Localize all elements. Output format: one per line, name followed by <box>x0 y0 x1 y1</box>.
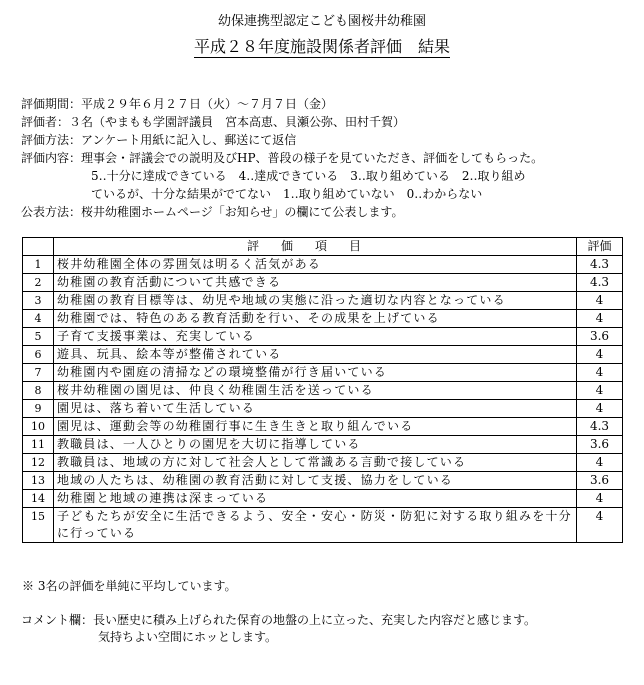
method-label: 評価方法： <box>21 133 82 147</box>
row-score: 4.3 <box>577 256 623 274</box>
info-evaluators <box>21 113 636 131</box>
scale-line-2: ているが、十分な結果がでてない 1‥取り組めていない 0‥わからない <box>91 187 483 201</box>
row-item: 幼稚園と地域の連携は深まっている <box>54 490 577 508</box>
row-item: 幼稚園の教育活動について共感できる <box>54 274 577 292</box>
row-item: 幼稚園内や園庭の清掃などの環境整備が行き届いている <box>54 364 577 382</box>
row-item: 教職員は、一人ひとりの園児を大切に指導している <box>54 436 577 454</box>
row-score: 4 <box>577 346 623 364</box>
row-item: 子育て支援事業は、充実している <box>54 328 577 346</box>
page-title <box>0 37 644 57</box>
row-score: 4 <box>577 310 623 328</box>
comment-section <box>21 612 636 646</box>
evaluation-table <box>22 237 623 543</box>
row-item: 桜井幼稚園全体の雰囲気は明るく活気がある <box>54 256 577 274</box>
table-row <box>23 310 623 328</box>
table-header-row <box>23 238 623 256</box>
row-item: 地域の人たちは、幼稚園の教育活動に対して支援、協力をしている <box>54 472 577 490</box>
evaluation-info <box>21 95 636 221</box>
row-number: 1 <box>23 256 54 274</box>
row-number: 14 <box>23 490 54 508</box>
row-score: 4 <box>577 400 623 418</box>
table-row <box>23 328 623 346</box>
row-score: 4.3 <box>577 418 623 436</box>
table-row <box>23 400 623 418</box>
content-value: 理事会・評議会での説明及びHP、普段の様子を見ていただき、評価をしてもらった。 <box>81 151 544 165</box>
comment-label: コメント欄： <box>21 613 94 627</box>
row-number: 4 <box>23 310 54 328</box>
row-number: 11 <box>23 436 54 454</box>
table-row <box>23 454 623 472</box>
row-number: 10 <box>23 418 54 436</box>
row-number: 6 <box>23 346 54 364</box>
table-row <box>23 490 623 508</box>
info-content <box>21 149 636 167</box>
row-score: 4 <box>577 508 623 543</box>
info-period <box>21 95 636 113</box>
header-item: 評価項目 <box>54 238 577 256</box>
row-score: 4.3 <box>577 274 623 292</box>
table-body <box>23 256 623 543</box>
average-note: ※ 3名の評価を単純に平均しています。 <box>22 579 237 593</box>
row-score: 4 <box>577 382 623 400</box>
info-method <box>21 131 636 149</box>
table-row <box>23 418 623 436</box>
row-score: 4 <box>577 292 623 310</box>
method-value: アンケート用紙に記入し、郵送にて返信 <box>81 133 297 147</box>
content-label: 評価内容： <box>21 151 82 165</box>
table-row <box>23 472 623 490</box>
info-publish <box>21 203 636 221</box>
row-item: 園児は、落ち着いて生活している <box>54 400 577 418</box>
table-row <box>23 346 623 364</box>
row-item: 桜井幼稚園の園児は、仲良く幼稚園生活を送っている <box>54 382 577 400</box>
row-score: 4 <box>577 454 623 472</box>
row-item: 教職員は、地域の方に対して社会人として常識ある言動で接している <box>54 454 577 472</box>
table-row <box>23 274 623 292</box>
table-row <box>23 364 623 382</box>
table-row <box>23 292 623 310</box>
row-number: 12 <box>23 454 54 472</box>
evaluators-value: ３名（やまもも学園評議員 宮本高恵、貝瀬公弥、田村千賀） <box>69 115 406 129</box>
period-value: 平成２９年６月２７日（火）～７月７日（金） <box>81 97 334 111</box>
row-score: 3.6 <box>577 436 623 454</box>
row-item: 子どもたちが安全に生活できるよう、安全・安心・防災・防犯に対する取り組みを十分に行っている <box>54 508 577 543</box>
row-number: 15 <box>23 508 54 543</box>
publish-value: 桜井幼稚園ホームページ「お知らせ」の欄にて公表します。 <box>81 205 404 219</box>
header-score: 評価 <box>577 238 623 256</box>
page-title-text: 平成２８年度施設関係者評価 結果 <box>193 37 450 56</box>
row-number: 13 <box>23 472 54 490</box>
row-item: 幼稚園では、特色のある教育活動を行い、その成果を上げている <box>54 310 577 328</box>
period-label: 評価期間： <box>21 97 82 111</box>
header-no <box>23 238 54 256</box>
row-item: 幼稚園の教育目標等は、幼児や地域の実態に沿った適切な内容となっている <box>54 292 577 310</box>
table-row <box>23 508 623 543</box>
scale-line-1: 5‥十分に達成できている 4‥達成できている 3‥取り組めている 2‥取り組め <box>91 169 526 183</box>
row-number: 5 <box>23 328 54 346</box>
table-row <box>23 382 623 400</box>
row-number: 9 <box>23 400 54 418</box>
comment-text-2: 気持ちよい空間にホッとします。 <box>98 630 278 644</box>
publish-label: 公表方法： <box>21 205 82 219</box>
comment-text-1: 長い歴史に積み上げられた保育の地盤の上に立った、充実した内容だと感じます。 <box>93 613 537 627</box>
row-number: 8 <box>23 382 54 400</box>
table-row <box>23 256 623 274</box>
row-score: 4 <box>577 490 623 508</box>
evaluators-label: 評価者： <box>21 115 70 129</box>
row-number: 3 <box>23 292 54 310</box>
comment-line-1 <box>21 612 636 629</box>
organization-name: 幼保連携型認定こども園桜井幼稚園 <box>217 14 426 29</box>
row-item: 遊具、玩具、絵本等が整備されている <box>54 346 577 364</box>
row-number: 7 <box>23 364 54 382</box>
row-item: 園児は、運動会等の幼稚園行事に生き生きと取り組んでいる <box>54 418 577 436</box>
row-score: 3.6 <box>577 328 623 346</box>
table-row <box>23 436 623 454</box>
row-score: 3.6 <box>577 472 623 490</box>
row-score: 4 <box>577 364 623 382</box>
row-number: 2 <box>23 274 54 292</box>
